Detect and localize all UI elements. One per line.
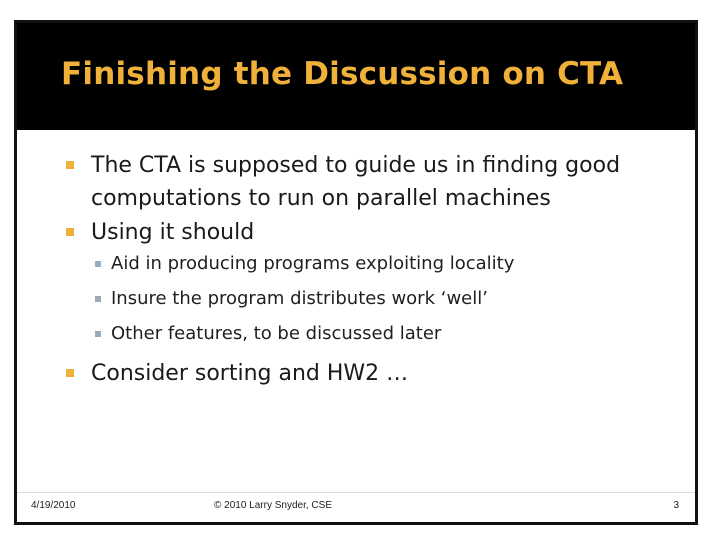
square-bullet-icon — [66, 228, 74, 236]
sub-bullet-item — [17, 288, 695, 310]
square-bullet-icon — [66, 161, 74, 169]
footer-date: 4/19/2010 — [31, 500, 76, 511]
bullet-item — [17, 216, 695, 249]
footer-copyright: © 2010 Larry Snyder, CSE — [214, 500, 332, 511]
bullet-text: The CTA is supposed to guide us in finding good computations to run on parallel machines — [91, 153, 621, 212]
sub-bullet-text: Aid in producing programs exploiting locality — [111, 253, 515, 275]
bullet-text: Consider sorting and HW2 … — [91, 361, 409, 387]
bullet-text: Using it should — [91, 219, 255, 245]
bullet-item — [17, 149, 695, 216]
footer-divider — [17, 492, 695, 493]
sub-bullet-item — [17, 323, 695, 345]
square-bullet-icon — [66, 369, 74, 377]
square-sub-bullet-icon — [95, 261, 101, 267]
sub-bullet-text: Insure the program distributes work ‘well’ — [111, 287, 488, 309]
slide-footer — [17, 492, 695, 522]
square-sub-bullet-icon — [95, 331, 101, 337]
sub-bullet-text: Other features, to be discussed later — [111, 322, 442, 344]
bullet-item — [17, 357, 695, 390]
slide-content — [17, 149, 695, 391]
slide — [14, 20, 698, 525]
page-number: 3 — [673, 500, 679, 511]
title-bar — [17, 23, 695, 130]
square-sub-bullet-icon — [95, 296, 101, 302]
sub-bullet-item — [17, 253, 695, 275]
sub-bullet-list — [17, 253, 695, 344]
slide-title: Finishing the Discussion on CTA — [61, 56, 624, 92]
